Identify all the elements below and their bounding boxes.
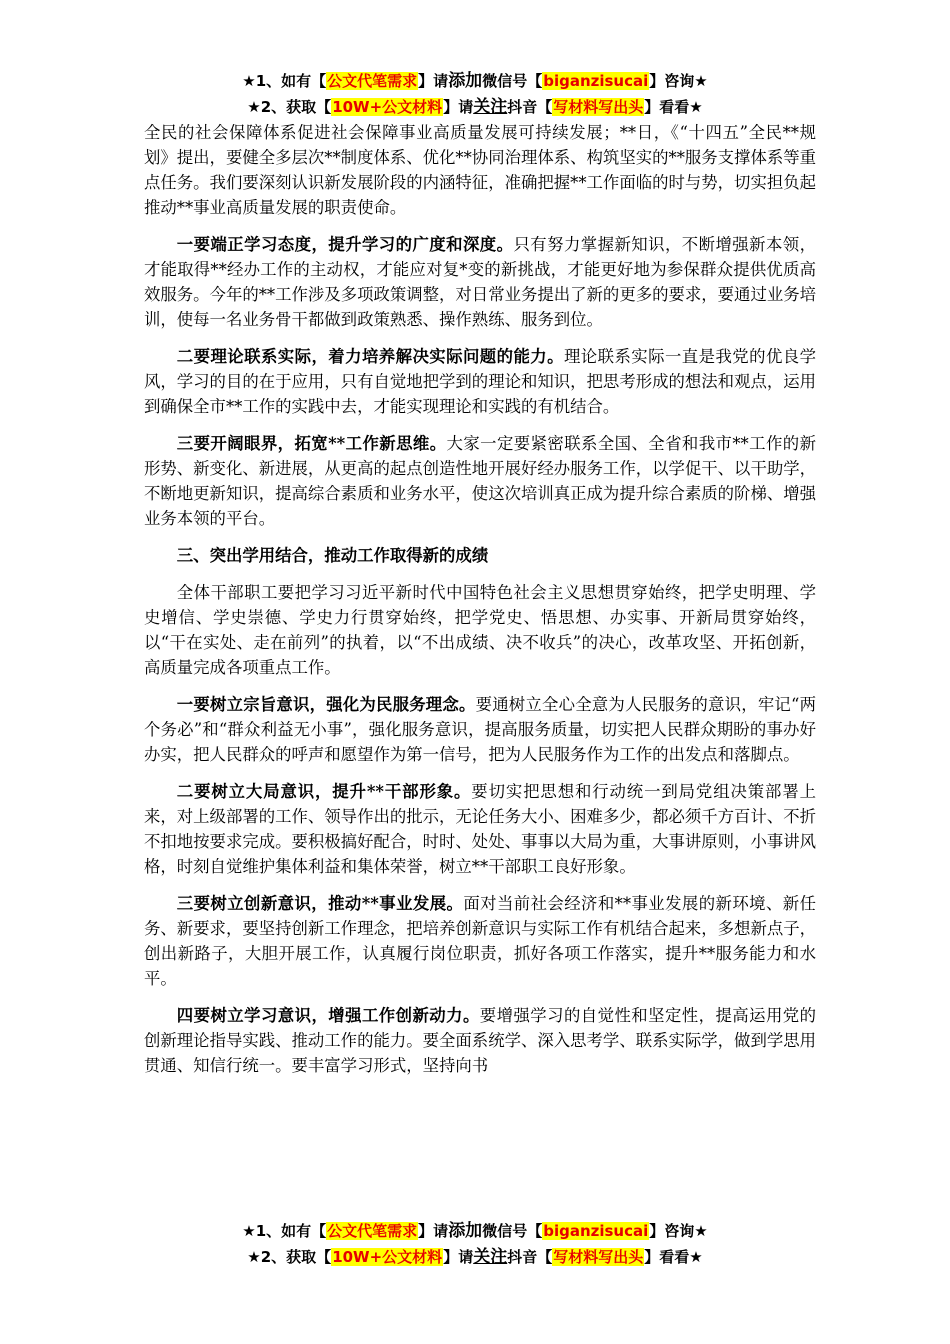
paragraph-lead: 四要树立学习意识，增强工作创新动力。 [176,1006,480,1025]
ad-text: 微信号【 [482,72,543,90]
ad-banner-top [0,68,950,120]
ad-douyin-id: 写材料写出头 [553,1248,644,1266]
paragraph [144,344,816,419]
paragraph-text: 只有努力掌握新知识，不断增强新本领，才能取得**经办工作的主动权，才能应对复*变的新挑战，才能更好地为参保群众提供优质高效服务。今年的**工作涉及多项政策调整，对日常业务提出了新的更多的要求，要通过业务培训，使每一名业务骨干都做到政策熟悉、操作熟练、服务到位。 [144,235,817,329]
ad-line-1 [0,1218,950,1244]
ad-highlight: 公文代笔需求 [327,72,418,90]
ad-emphasis: 添加 [448,1221,483,1241]
section-heading-text: 三、突出学用结合，推动工作取得新的成绩 [176,546,489,565]
ad-banner-bottom [0,1218,950,1270]
ad-text: 】看看★ [644,1248,703,1266]
paragraph-lead: 一要树立宗旨意识，强化为民服务理念。 [176,695,476,714]
paragraph-lead: 三要开阔眼界，拓宽**工作新思维。 [176,434,447,453]
paragraph-text: 要通树立全心全意为人民服务的意识，牢记“两个务必”和“群众利益无小事”，强化服务意识，提高服务质量，切实把人民群众期盼的事办好办实，把人民群众的呼声和愿望作为第一信号，把为人民服务作为工作的出发点和落脚点。 [144,695,816,764]
ad-text: ★1、如有【 [242,1222,327,1240]
paragraph [144,891,816,991]
ad-wechat-id: biganzisucai [543,72,649,90]
ad-douyin-id: 写材料写出头 [553,98,644,116]
ad-text: 】请 [418,72,449,90]
ad-emphasis: 关注 [473,97,508,117]
paragraph-lead: 二要理论联系实际，着力培养解决实际问题的能力。 [176,347,564,366]
ad-text: 】请 [443,98,474,116]
ad-line-2 [0,1244,950,1270]
ad-text: 】咨询★ [649,1222,708,1240]
ad-text: ★2、获取【 [247,1248,332,1266]
ad-emphasis: 关注 [473,1247,508,1267]
paragraph-text: 要切实把思想和行动统一到局党组决策部署上来，对上级部署的工作、领导作出的批示，无论任务大小、困难多少，都必须千方百计、不折不扣地按要求完成。要积极搞好配合，时时、处处、事事以大局为重，大事讲原则，小事讲风格，时刻自觉维护集体利益和集体荣誉，树立**干部职工良好形象。 [144,782,817,876]
section-heading [144,543,816,568]
ad-text: 抖音【 [507,98,553,116]
ad-highlight: 10W+公文材料 [332,1248,443,1266]
paragraph-text: 面对当前社会经济和**事业发展的新环境、新任务、新要求，要坚持创新工作理念，把培养创新意识与实际工作有机结合起来，多想新点子，创出新路子，大胆开展工作，认真履行岗位职责，抓好各项工作落实，提升**服务能力和水平。 [144,894,817,988]
ad-text: 】请 [443,1248,474,1266]
paragraph [144,232,816,332]
ad-text: ★2、获取【 [247,98,332,116]
paragraph [144,120,816,220]
paragraph-text: 大家一定要紧密联系全国、全省和我市**工作的新形势、新变化、新进展，从更高的起点创造性地开展好经办服务工作，以学促干、以干助学，不断地更新知识，提高综合素质和业务水平，使这次培训真正成为提升综合素质的阶梯、增强业务本领的平台。 [144,434,817,528]
paragraph-lead: 三要树立创新意识，推动**事业发展。 [176,894,464,913]
paragraph-text: 全民的社会保障体系促进社会保障事业高质量发展可持续发展；**日，《“十四五”全民**规划》提出，要健全多层次**制度体系、优化**协同治理体系、构筑坚实的**服务支撑体系等重点任务。我们要深刻认识新发展阶段的内涵特征，准确把握**工作面临的时与势，切实担负起推动**事业高质量发展的职责使命。 [144,123,817,217]
paragraph [144,431,816,531]
ad-line-2 [0,94,950,120]
ad-line-1 [0,68,950,94]
ad-text: 抖音【 [507,1248,553,1266]
ad-text: 】看看★ [644,98,703,116]
ad-emphasis: 添加 [448,71,483,91]
paragraph [144,692,816,767]
paragraph-text: 全体干部职工要把学习习近平新时代中国特色社会主义思想贯穿始终，把学史明理、学史增信、学史崇德、学史力行贯穿始终，把学党史、悟思想、办实事、开新局贯穿始终，以“干在实处、走在前列”的执着，以“不出成绩、决不收兵”的决心，改革攻坚、开拓创新，高质量完成各项重点工作。 [144,583,816,677]
paragraph [144,1003,816,1078]
document-body [144,120,816,1090]
ad-text: 微信号【 [482,1222,543,1240]
paragraph-text: 理论联系实际一直是我党的优良学风，学习的目的在于应用，只有自觉地把学到的理论和知识，把思考形成的想法和观点，运用到确保全市**工作的实践中去，才能实现理论和实践的有机结合。 [144,347,817,416]
paragraph-lead: 二要树立大局意识，提升**干部形象。 [176,782,472,801]
ad-text: 】请 [418,1222,449,1240]
paragraph [144,580,816,680]
ad-text: 】咨询★ [649,72,708,90]
ad-highlight: 公文代笔需求 [327,1222,418,1240]
ad-highlight: 10W+公文材料 [332,98,443,116]
ad-text: ★1、如有【 [242,72,327,90]
paragraph-text: 要增强学习的自觉性和坚定性，提高运用党的创新理论指导实践、推动工作的能力。要全面系统学、深入思考学、联系实际学，做到学思用贯通、知信行统一。要丰富学习形式，坚持向书 [144,1006,817,1075]
paragraph [144,779,816,879]
ad-wechat-id: biganzisucai [543,1222,649,1240]
paragraph-lead: 一要端正学习态度，提升学习的广度和深度。 [176,235,514,254]
